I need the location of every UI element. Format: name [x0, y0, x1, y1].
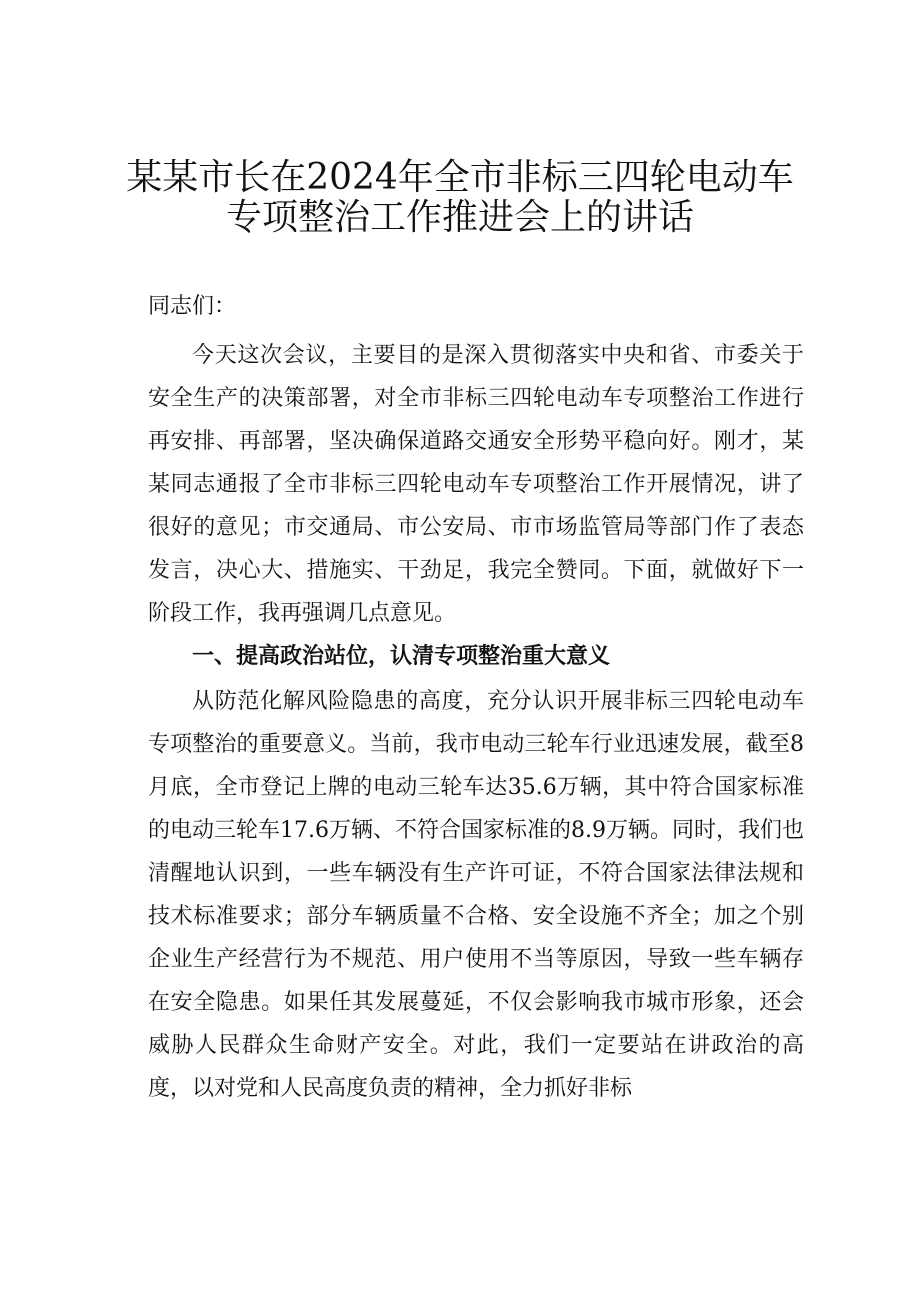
- document-title-line-1: 某某市长在2024年全市非标三四轮电动车: [126, 157, 794, 198]
- paragraph-section-1: 从防范化解风险隐患的高度，充分认识开展非标三四轮电动车专项整治的重要意义。当前，我市电动三轮车行业迅速发展，截至8月底，全市登记上牌的电动三轮车达35.6万辆，其中符合国家标准的电动三轮车17.6万辆、不符合国家标准的8.9万辆。同时，我们也清醒地认识到，一些车辆没有生产许可证，不符合国家法律法规和技术标准要求；部分车辆质量不合格、安全设施不齐全；加之个别企业生产经营行为不规范、用户使用不当等原因，导致一些车辆存在安全隐患。如果任其发展蔓延，不仅会影响我市城市形象，还会威胁人民群众生命财产安全。对此，我们一定要站在讲政治的高度，以对党和人民高度负责的精神，全力抓好非标: [148, 689, 804, 1101]
- paragraph-opening: 今天这次会议，主要目的是深入贯彻落实中央和省、市委关于安全生产的决策部署，对全市非标三四轮电动车专项整治工作进行再安排、再部署，坚决确保道路交通安全形势平稳向好。刚才，某某同志通报了全市非标三四轮电动车专项整治工作开展情况，讲了很好的意见；市交通局、市公安局、市市场监管局等部门作了表态发言，决心大、措施实、干劲足，我完全赞同。下面，就做好下一阶段工作，我再强调几点意见。: [148, 343, 804, 626]
- section-heading-1: 一、提高政治站位，认清专项整治重大意义: [192, 644, 611, 669]
- salutation: 同志们：: [148, 294, 237, 319]
- document-title-line-2: 专项整治工作推进会上的讲话: [225, 197, 694, 238]
